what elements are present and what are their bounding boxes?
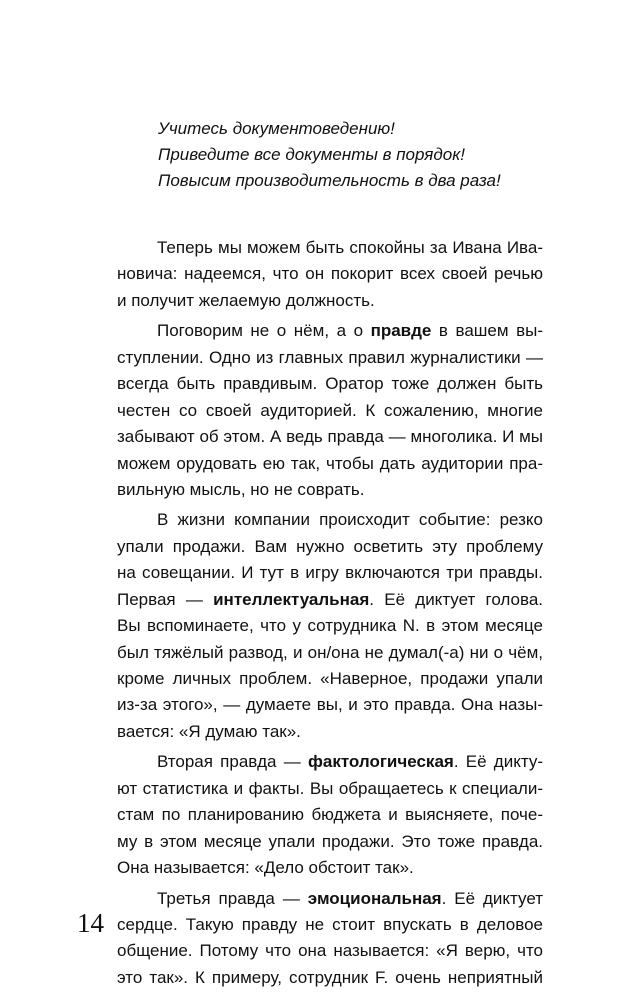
text-line	[117, 692, 543, 718]
paragraph	[117, 318, 543, 503]
text-line	[117, 719, 543, 745]
text-segment: вильную мысль, но не соврать.	[117, 479, 365, 499]
text-line	[117, 776, 543, 802]
text-segment: ют статистика и факты. Вы обращаетесь к специали-	[117, 778, 543, 798]
page-number: 14	[77, 908, 104, 938]
text-segment: упали продажи. Вам нужно осветить эту проблему	[117, 536, 543, 556]
text-segment: В жизни компании происходит событие: резко	[157, 510, 543, 530]
text-line	[117, 288, 543, 314]
text-segment: забывают об этом. А ведь правда — многолика. И мы	[117, 427, 543, 447]
text-line	[117, 424, 543, 450]
text-line	[117, 371, 543, 397]
text-segment: был тяжёлый развод, и он/она не думал(-а) ни о чём,	[117, 642, 543, 662]
paragraph	[117, 235, 543, 314]
text-segment: это так». К примеру, сотрудник F. очень неприятный	[117, 967, 543, 987]
text-segment: стам по планированию бюджета и выясняете, поче-	[117, 805, 543, 825]
text-line	[117, 886, 543, 912]
text-segment: . Её диктует	[441, 888, 543, 908]
epigraph-line: Приведите все документы в порядок!	[158, 145, 465, 164]
text-segment: Поговорим не о нём, а о	[157, 321, 371, 341]
text-line	[117, 666, 543, 692]
text-segment: на совещании. И тут в игру включаются три правды.	[117, 563, 543, 583]
text-line	[117, 318, 543, 344]
text-segment: и получит желаемую должность.	[117, 290, 375, 310]
text-segment: всегда быть правдивым. Оратор тоже должен быть	[117, 374, 543, 394]
epigraph-line: Учитесь документоведению!	[158, 119, 395, 138]
text-segment: общение. Потому что она называется: «Я верю, что	[117, 941, 543, 961]
text-segment: Вы вспоминаете, что у сотрудника N. в этом месяце	[117, 616, 543, 636]
text-line	[117, 613, 543, 639]
text-line	[117, 534, 543, 560]
text-line	[117, 640, 543, 666]
text-segment: кроме личных проблем. «Наверное, продажи упали	[117, 669, 543, 688]
text-line	[117, 235, 543, 261]
text-segment: из-за этого», — думаете вы, и это правда. Она назы-	[117, 695, 543, 715]
text-segment: Вторая правда —	[157, 752, 308, 772]
text-line	[117, 560, 543, 586]
text-segment: му в этом месяце упали продажи. Это тоже правда.	[117, 831, 543, 851]
bold-term: интеллектуальная	[213, 589, 370, 609]
text-segment: можем орудовать ею так, чтобы дать аудитории пра-	[117, 453, 543, 473]
text-segment: Теперь мы можем быть спокойны за Ивана Ива-	[157, 238, 543, 257]
text-segment: Она называется: «Дело обстоит так».	[117, 858, 414, 878]
text-line	[117, 938, 543, 964]
bold-term: фактологическая	[307, 752, 454, 772]
text-line	[117, 261, 543, 287]
text-line	[117, 749, 543, 775]
text-line	[117, 451, 543, 477]
text-segment: Первая —	[117, 589, 214, 609]
bold-term: правде	[370, 321, 432, 341]
text-line	[117, 829, 543, 855]
epigraph	[158, 116, 558, 194]
body-text	[117, 235, 543, 991]
text-line	[117, 477, 543, 503]
text-segment: новича: надеемся, что он покорит всех своей речью	[117, 264, 543, 284]
text-line	[117, 398, 543, 424]
text-segment: вается: «Я думаю так».	[117, 721, 301, 741]
bold-term: эмоциональная	[307, 888, 442, 908]
paragraph	[117, 749, 543, 881]
text-segment: . Её диктует голова.	[369, 589, 544, 609]
text-segment: Третья правда —	[157, 888, 308, 908]
text-line	[117, 912, 543, 938]
paragraph	[117, 507, 543, 745]
text-segment: в вашем вы-	[431, 321, 543, 341]
epigraph-line: Повысим производительность в два раза!	[158, 171, 501, 190]
text-line	[117, 507, 543, 533]
text-line	[117, 855, 543, 881]
paragraph	[117, 886, 543, 992]
text-line	[117, 965, 543, 991]
text-segment: честен со своей аудиторией. К сожалению, многие	[117, 400, 543, 420]
text-line	[117, 587, 543, 613]
text-line	[117, 802, 543, 828]
text-segment: . Её дикту-	[453, 752, 543, 772]
text-segment: сердце. Такую правду не стоит впускать в деловое	[117, 914, 543, 934]
text-segment: ступлении. Одно из главных правил журналистики —	[117, 347, 543, 367]
text-line	[117, 345, 543, 371]
